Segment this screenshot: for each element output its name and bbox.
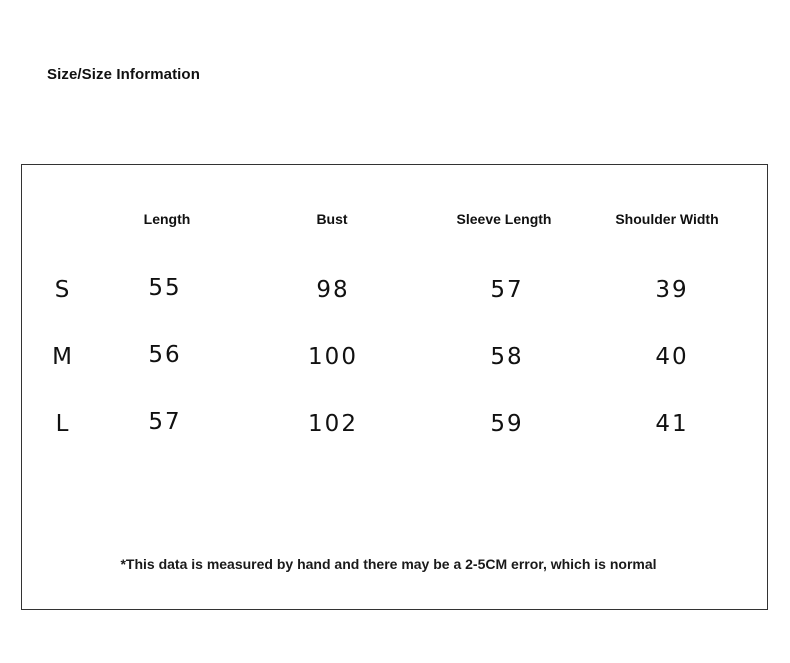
cell-l-shoulder-width: 41 [655, 411, 689, 437]
column-header-bust: Bust [316, 211, 348, 227]
cell-l-bust: 102 [308, 411, 358, 437]
size-table [21, 164, 768, 610]
cell-l-length: 57 [148, 409, 182, 435]
cell-m-shoulder-width: 40 [655, 344, 689, 370]
cell-s-bust: 98 [316, 277, 350, 303]
column-header-shoulder-width: Shoulder Width [615, 211, 719, 227]
cell-l-sleeve-length: 59 [490, 411, 524, 437]
row-label-l: L [55, 411, 69, 437]
page-title: Size/Size Information [47, 66, 200, 83]
row-label-s: S [54, 277, 70, 303]
cell-s-shoulder-width: 39 [655, 277, 689, 303]
cell-m-bust: 100 [308, 344, 358, 370]
column-header-length: Length [143, 211, 191, 227]
column-header-sleeve-length: Sleeve Length [456, 211, 552, 227]
cell-s-sleeve-length: 57 [490, 277, 524, 303]
cell-s-length: 55 [148, 275, 182, 301]
measurement-footnote: *This data is measured by hand and there may be a 2-5CM error, which is normal [120, 556, 657, 572]
cell-m-length: 56 [148, 342, 182, 368]
cell-m-sleeve-length: 58 [490, 344, 524, 370]
row-label-m: M [52, 344, 72, 370]
